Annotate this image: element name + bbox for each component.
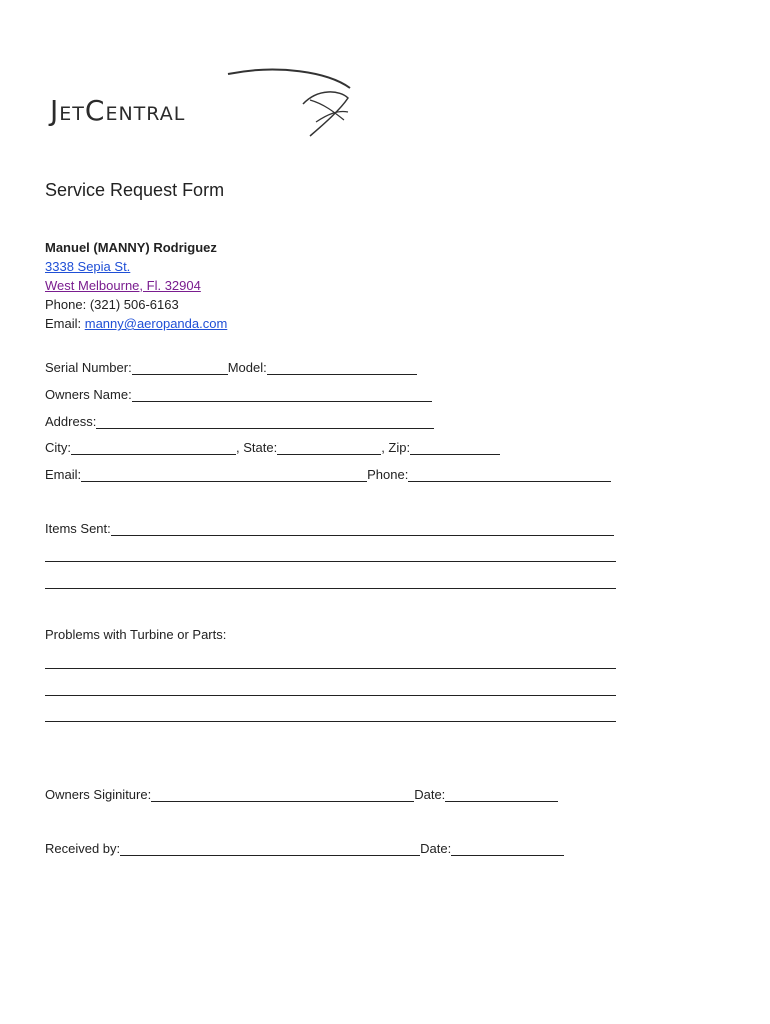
problems-row [45,627,226,642]
items-sent-line-2[interactable] [45,561,616,562]
state-label: , State: [236,440,278,455]
address-field[interactable] [96,415,434,429]
phone-field[interactable] [408,468,611,482]
email-field-label: Email: [45,467,82,482]
date-label-1: Date: [414,787,446,802]
received-by-row [45,841,564,856]
received-by-field[interactable] [120,842,420,856]
email-link[interactable]: manny@aeropanda.com [84,316,228,331]
problems-label: Problems with Turbine or Parts: [45,627,227,642]
email-field[interactable] [81,468,367,482]
zip-label: , Zip: [381,440,411,455]
email-label: Email: [45,316,85,331]
items-sent-row [45,521,614,536]
jetcentral-logo [48,66,358,146]
date-label-2: Date: [420,841,452,856]
state-field[interactable] [277,441,381,455]
model-label: Model: [227,360,267,375]
owners-signature-label: Owners Siginiture: [45,787,152,802]
serial-number-field[interactable] [132,361,228,375]
phone-label: Phone: [367,467,409,482]
address-label: Address: [45,414,97,429]
zip-field[interactable] [410,441,500,455]
signature-row [45,787,558,802]
contact-block [45,238,227,333]
problems-line-1[interactable] [45,668,616,669]
owners-signature-field[interactable] [151,788,414,802]
city-label: City: [45,440,71,455]
address-row [45,414,434,429]
contact-name: Manuel (MANNY) Rodriguez [45,240,217,255]
problems-line-2[interactable] [45,695,616,696]
logo-wordmark: JETCENTRAL [50,94,186,127]
serial-number-label: Serial Number: [45,360,132,375]
date-field-2[interactable] [451,842,564,856]
items-sent-field[interactable] [111,522,614,536]
problems-line-3[interactable] [45,721,616,722]
street-link[interactable]: 3338 Sepia St. [45,259,131,274]
city-state-zip-row [45,440,500,455]
city-field[interactable] [71,441,236,455]
date-field-1[interactable] [445,788,558,802]
form-title: Service Request Form [45,180,225,200]
serial-model-row [45,360,417,375]
owners-name-field[interactable] [132,388,432,402]
owners-name-label: Owners Name: [45,387,132,402]
items-sent-line-3[interactable] [45,588,616,589]
city-link[interactable]: West Melbourne, Fl. 32904 [45,278,201,293]
contact-phone: Phone: (321) 506-6163 [45,297,179,312]
model-field[interactable] [267,361,417,375]
items-sent-label: Items Sent: [45,521,111,536]
received-by-label: Received by: [45,841,121,856]
email-phone-row [45,467,611,482]
owners-name-row [45,387,432,402]
